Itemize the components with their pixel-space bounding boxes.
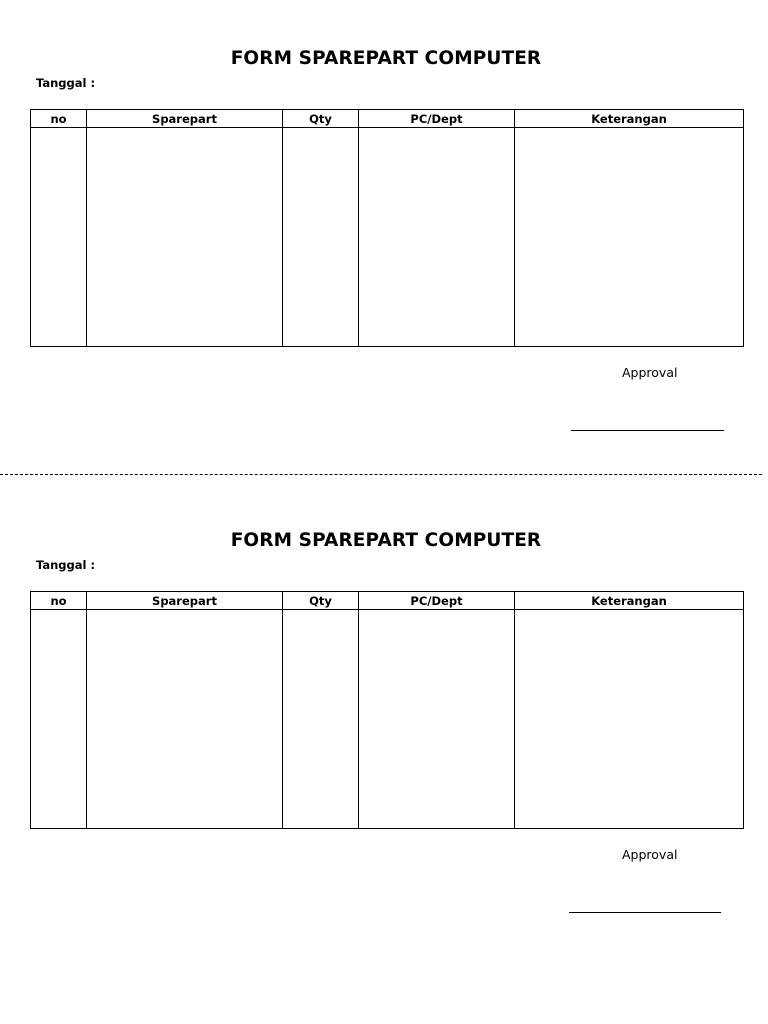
sparepart-table: [30, 591, 744, 829]
form-title: FORM SPAREPART COMPUTER: [230, 530, 542, 551]
column-header-sparepart: Sparepart: [87, 592, 283, 610]
column-header-pc-dept: PC/Dept: [359, 110, 515, 128]
cell-pc-dept: [359, 610, 515, 829]
date-label: Tanggal :: [36, 76, 96, 90]
column-header-pc-dept: PC/Dept: [359, 592, 515, 610]
table-row: [31, 610, 744, 829]
signature-line: [571, 430, 724, 431]
column-header-qty: Qty: [283, 110, 359, 128]
table-header-row: [31, 592, 744, 610]
approval-label: Approval: [622, 365, 678, 380]
cell-qty: [283, 128, 359, 347]
date-label: Tanggal :: [36, 558, 96, 572]
cell-keterangan: [515, 128, 744, 347]
column-header-keterangan: Keterangan: [515, 110, 744, 128]
cell-no: [31, 610, 87, 829]
cell-keterangan: [515, 610, 744, 829]
cell-no: [31, 128, 87, 347]
cell-sparepart: [87, 610, 283, 829]
cell-qty: [283, 610, 359, 829]
form-sparepart-bottom: [0, 482, 768, 962]
form-sparepart-top: [0, 0, 768, 480]
cell-sparepart: [87, 128, 283, 347]
column-header-no: no: [31, 592, 87, 610]
cut-line-divider: [0, 474, 762, 475]
column-header-sparepart: Sparepart: [87, 110, 283, 128]
approval-label: Approval: [622, 847, 678, 862]
signature-line: [569, 912, 721, 913]
table-row: [31, 128, 744, 347]
column-header-no: no: [31, 110, 87, 128]
sparepart-table: [30, 109, 744, 347]
column-header-keterangan: Keterangan: [515, 592, 744, 610]
column-header-qty: Qty: [283, 592, 359, 610]
table-header-row: [31, 110, 744, 128]
cell-pc-dept: [359, 128, 515, 347]
form-title: FORM SPAREPART COMPUTER: [230, 48, 542, 69]
